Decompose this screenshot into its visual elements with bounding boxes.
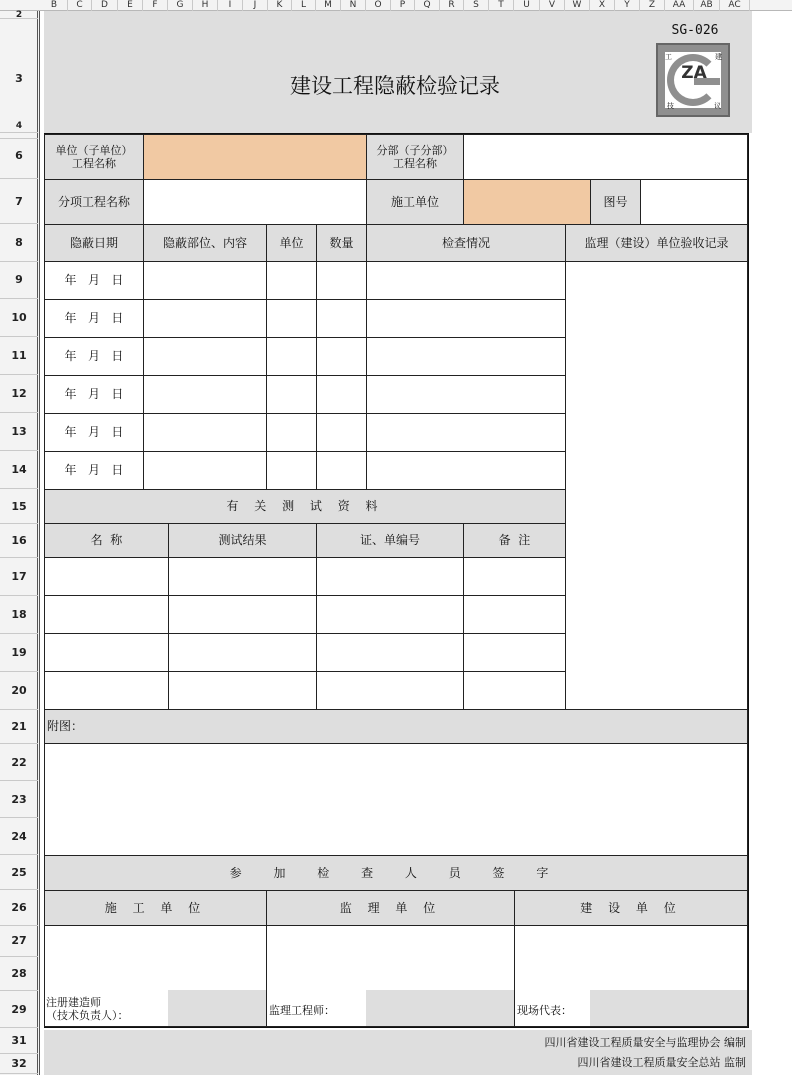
row-header[interactable]: 2 [0,11,38,19]
drawing-no-label: 图号 [590,179,641,225]
header-inspection: 检查情况 [366,224,566,262]
association-logo [656,43,730,117]
row-header[interactable]: 20 [0,672,38,710]
unit-cell[interactable] [266,413,317,452]
row-header[interactable]: 18 [0,596,38,634]
row-header[interactable]: 13 [0,413,38,451]
column-header[interactable]: U [514,0,540,11]
unit-cell[interactable] [266,299,317,338]
header-supervision: 监理（建设）单位验收记录 [565,224,748,262]
column-header[interactable]: L [292,0,316,11]
attachment-area[interactable] [44,743,748,856]
logo-letters: ZA [681,63,707,83]
column-header[interactable]: AA [665,0,694,11]
column-header[interactable]: X [590,0,615,11]
column-header[interactable]: S [464,0,489,11]
unit-project-input[interactable] [143,134,367,180]
form-code: SG-026 [671,23,719,38]
builder-sign-field[interactable] [168,990,266,1026]
construction-unit-label: 施工单位 [366,179,464,225]
rep-sign-field[interactable] [590,990,747,1026]
hidden-date-cell[interactable]: 年 月 日 [44,337,144,376]
item-project-input[interactable] [143,179,367,225]
column-header[interactable]: N [341,0,366,11]
row-header[interactable]: 12 [0,375,38,413]
row-header[interactable]: 21 [0,709,38,744]
quantity-cell[interactable] [316,261,367,300]
column-header[interactable]: AB [694,0,720,11]
hidden-part-cell[interactable] [143,451,267,490]
test-name-cell[interactable] [44,633,169,672]
quantity-cell[interactable] [316,413,367,452]
inspection-cell[interactable] [366,337,566,376]
column-header[interactable]: AC [720,0,750,11]
column-header[interactable]: Q [415,0,440,11]
sub-project-label: 分部（子分部） 工程名称 [366,134,464,180]
column-header[interactable]: I [218,0,243,11]
column-header[interactable]: T [489,0,514,11]
unit-cell[interactable] [266,375,317,414]
inspection-cell[interactable] [366,375,566,414]
hidden-part-cell[interactable] [143,413,267,452]
column-header[interactable]: Y [615,0,640,11]
row-header[interactable]: 23 [0,781,38,818]
row-header[interactable]: 6 [0,133,38,179]
row-header[interactable]: 22 [0,744,38,781]
test-remark-cell[interactable] [463,595,566,634]
column-header[interactable]: M [316,0,341,11]
logo-corner-tl: 工 [665,53,672,61]
row-header[interactable]: 26 [0,890,38,926]
test-result-cell[interactable] [168,595,317,634]
hidden-date-cell[interactable]: 年 月 日 [44,299,144,338]
construction-unit-input[interactable] [463,179,591,225]
column-header[interactable]: G [168,0,193,11]
column-header[interactable]: V [540,0,565,11]
hidden-date-cell[interactable]: 年 月 日 [44,413,144,452]
rep-sign-label: 现场代表： [517,1004,572,1017]
test-header-result: 测试结果 [168,523,317,558]
test-header-remark: 备 注 [463,523,566,558]
test-header-name: 名 称 [44,523,169,558]
test-remark-cell[interactable] [463,633,566,672]
quantity-cell[interactable] [316,299,367,338]
column-header[interactable]: R [440,0,464,11]
hidden-date-cell[interactable]: 年 月 日 [44,375,144,414]
test-remark-cell[interactable] [463,557,566,596]
row-header[interactable]: 16 [0,523,38,558]
quantity-cell[interactable] [316,451,367,490]
footer-line-1: 四川省建设工程质量安全与监理协会 编制 [544,1036,746,1049]
logo-corner-bl: 技 [667,102,674,110]
column-header[interactable]: W [565,0,590,11]
signature-title: 参 加 检 查 人 员 签 字 [44,855,748,891]
hidden-part-cell[interactable] [143,299,267,338]
drawing-no-input[interactable] [640,179,748,225]
column-header[interactable]: K [268,0,292,11]
row-header[interactable]: 3 [0,19,38,139]
row-header[interactable]: 31 [0,1028,38,1054]
sign-header-owner: 建 设 单 位 [514,890,748,926]
inspection-cell[interactable] [366,299,566,338]
header-quantity: 数量 [316,224,367,262]
form-title: 建设工程隐蔽检验记录 [290,74,500,98]
row-header[interactable]: 29 [0,991,38,1028]
logo-corner-tr: 建 [715,53,722,61]
unit-project-label: 单位（子单位） 工程名称 [44,134,144,180]
sign-header-construction: 施 工 单 位 [44,890,267,926]
row-header[interactable]: 32 [0,1054,38,1074]
inspection-cell[interactable] [366,413,566,452]
builder-sign-label: 注册建造师 （技术负责人）： [46,996,129,1022]
test-cert-cell[interactable] [316,595,464,634]
row-header[interactable]: 9 [0,261,38,299]
footer-line-2: 四川省建设工程质量安全总站 监制 [577,1056,746,1069]
inspection-cell[interactable] [366,261,566,300]
sign-header-supervision: 监 理 单 位 [266,890,515,926]
row-header[interactable]: 14 [0,451,38,489]
item-project-label: 分项工程名称 [44,179,144,225]
hidden-date-cell[interactable]: 年 月 日 [44,261,144,300]
hidden-part-cell[interactable] [143,261,267,300]
column-header[interactable]: B [41,0,68,11]
quantity-cell[interactable] [316,375,367,414]
row-header-bar [0,11,40,1075]
row-header[interactable]: 24 [0,818,38,855]
inspection-cell[interactable] [366,451,566,490]
test-cert-cell[interactable] [316,671,464,710]
quantity-cell[interactable] [316,337,367,376]
column-header[interactable]: O [366,0,391,11]
row-header[interactable]: 19 [0,634,38,672]
column-header[interactable]: E [118,0,143,11]
test-cert-cell[interactable] [316,557,464,596]
header-hidden-part: 隐蔽部位、内容 [143,224,267,262]
test-result-cell[interactable] [168,557,317,596]
column-header-bar [0,0,792,11]
test-name-cell[interactable] [44,595,169,634]
column-header[interactable]: H [193,0,218,11]
column-header[interactable]: Z [640,0,665,11]
row-header[interactable]: 7 [0,179,38,224]
row-header[interactable]: 4 [0,119,38,133]
test-result-cell[interactable] [168,671,317,710]
engineer-sign-field[interactable] [366,990,514,1026]
row-header[interactable]: 8 [0,224,38,262]
test-result-cell[interactable] [168,633,317,672]
sub-project-input[interactable] [463,134,748,180]
column-header[interactable]: C [68,0,92,11]
test-cert-cell[interactable] [316,633,464,672]
column-header[interactable]: J [243,0,268,11]
row-header[interactable]: 17 [0,558,38,596]
test-header-cert: 证、单编号 [316,523,464,558]
column-header[interactable]: D [92,0,118,11]
hidden-date-cell[interactable]: 年 月 日 [44,451,144,490]
hidden-part-cell[interactable] [143,375,267,414]
unit-cell[interactable] [266,261,317,300]
supervision-record-area[interactable] [565,261,748,710]
unit-cell[interactable] [266,337,317,376]
row-header[interactable]: 15 [0,489,38,524]
row-header[interactable]: 10 [0,299,38,337]
row-header[interactable]: 28 [0,957,38,991]
engineer-sign-label: 监理工程师： [269,1004,335,1017]
header-hidden-date: 隐蔽日期 [44,224,144,262]
column-header[interactable]: F [143,0,168,11]
row-header[interactable]: 11 [0,337,38,375]
attachment-label: 附图： [44,709,748,744]
logo-corner-br: 议 [714,102,721,110]
header-unit: 单位 [266,224,317,262]
test-section-title: 有 关 测 试 资 料 [44,489,566,524]
test-name-cell[interactable] [44,671,169,710]
hidden-part-cell[interactable] [143,337,267,376]
unit-cell[interactable] [266,451,317,490]
row-header[interactable]: 27 [0,925,38,957]
test-name-cell[interactable] [44,557,169,596]
test-remark-cell[interactable] [463,671,566,710]
column-header[interactable]: P [391,0,415,11]
row-header[interactable]: 25 [0,855,38,890]
